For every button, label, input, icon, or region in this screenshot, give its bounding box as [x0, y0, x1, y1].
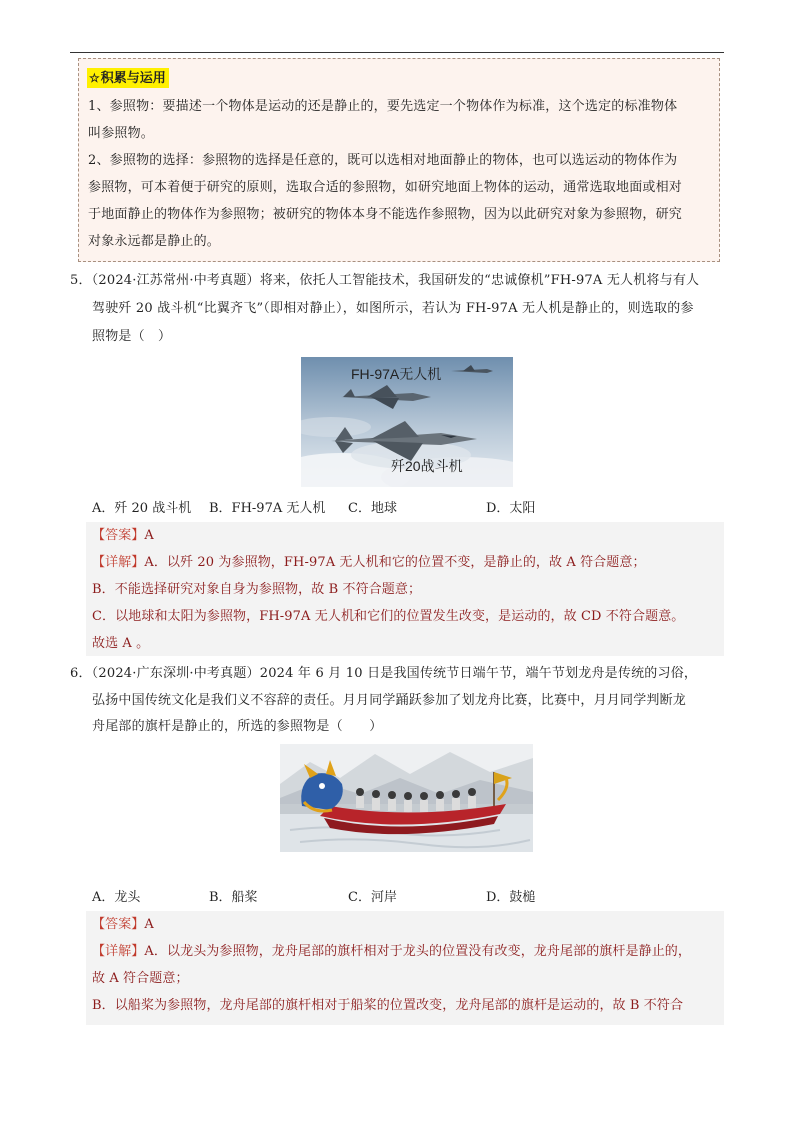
- option-a: A．歼 20 战斗机: [92, 501, 192, 516]
- detail-line: B．以船桨为参照物，龙舟尾部的旗杆相对于船桨的位置改变，龙舟尾部的旗杆是运动的，故 B 不符合: [92, 998, 684, 1013]
- answer-value: A: [144, 528, 154, 543]
- detail-text: A．以龙头为参照物，龙舟尾部的旗杆相对于龙头的位置没有改变，龙舟尾部的旗杆是静止的，: [144, 944, 691, 959]
- detail-line: B．不能选择研究对象自身为参照物，故 B 不符合题意；: [92, 582, 422, 597]
- detail-line: C．以地球和太阳为参照物，FH-97A 无人机和它们的位置发生改变，是运动的，故 CD 不符合题意。: [92, 609, 685, 624]
- answer-line: [92, 916, 154, 934]
- detail-label: 【详解】: [92, 944, 145, 959]
- tip-title-text: 积累与运用: [100, 71, 166, 86]
- option-c: C．地球: [348, 501, 397, 516]
- star-icon: ☆: [89, 71, 100, 85]
- answer-value: A: [144, 917, 154, 932]
- question-5-line: 驾驶歼 20 战斗机“比翼齐飞”（即相对静止），如图所示，若认为 FH-97A 无人机是静止的，则选取的参: [92, 301, 694, 316]
- jet-fighter-image: [301, 357, 513, 487]
- tip-line: 叫参照物。: [88, 126, 155, 141]
- question-6-line: 弘扬中国传统文化是我们义不容辞的责任。月月同学踊跃参加了划龙舟比赛，比赛中，月月同学判断龙: [92, 693, 687, 708]
- option-d: D．太阳: [486, 501, 536, 516]
- detail-label: 【详解】: [92, 555, 145, 570]
- answer-line: [92, 527, 154, 545]
- detail-text: A．以歼 20 为参照物，FH-97A 无人机和它的位置不变，是静止的，故 A 符合题意；: [144, 555, 646, 570]
- detail-line: [92, 943, 691, 961]
- option-b: B．FH-97A 无人机: [209, 501, 326, 516]
- header-rule: [70, 52, 724, 53]
- option-c: C．河岸: [348, 890, 397, 905]
- drone-label: FH-97A无人机: [351, 366, 442, 382]
- answer-label: 【答案】: [92, 917, 145, 932]
- tip-title: [87, 68, 169, 88]
- tip-line: 对象永远都是静止的。: [88, 234, 221, 249]
- option-a: A．龙头: [92, 890, 141, 905]
- detail-line: 故选 A 。: [92, 636, 150, 651]
- knowledge-tip-box: [78, 58, 720, 262]
- dragon-boat-image: [280, 744, 533, 852]
- answer-label: 【答案】: [92, 528, 145, 543]
- question-5-line: 照物是（ ）: [92, 329, 172, 344]
- tip-line: 于地面静止的物体作为参照物；被研究的物体本身不能选作参照物，因为以此研究对象为参照物，研究: [88, 207, 683, 222]
- tip-line: 参照物，可本着便于研究的原则，选取合适的参照物，如研究地面上物体的运动，通常选取地面或相对: [88, 180, 683, 195]
- tip-line: 1、参照物：要描述一个物体是运动的还是静止的，要先选定一个物体作为标准，这个选定的标准物体: [88, 99, 678, 114]
- detail-line: [92, 554, 646, 572]
- question-6-line: 6．（2024·广东深圳·中考真题）2024 年 6 月 10 日是我国传统节日端午节，端午节划龙舟是传统的习俗，: [70, 666, 698, 681]
- option-d: D．鼓槌: [486, 890, 536, 905]
- question-6-line: 舟尾部的旗杆是静止的，所选的参照物是（ ）: [92, 719, 383, 734]
- option-b: B．船桨: [209, 890, 258, 905]
- tip-line: 2、参照物的选择：参照物的选择是任意的，既可以选相对地面静止的物体，也可以选运动的物体作为: [88, 153, 678, 168]
- fighter-label: 歼20战斗机: [391, 458, 463, 474]
- detail-line: 故 A 符合题意；: [92, 971, 189, 986]
- question-5-line: 5．（2024·江苏常州·中考真题）将来，依托人工智能技术，我国研发的“忠诚僚机”FH-97A 无人机将与有人: [70, 273, 700, 288]
